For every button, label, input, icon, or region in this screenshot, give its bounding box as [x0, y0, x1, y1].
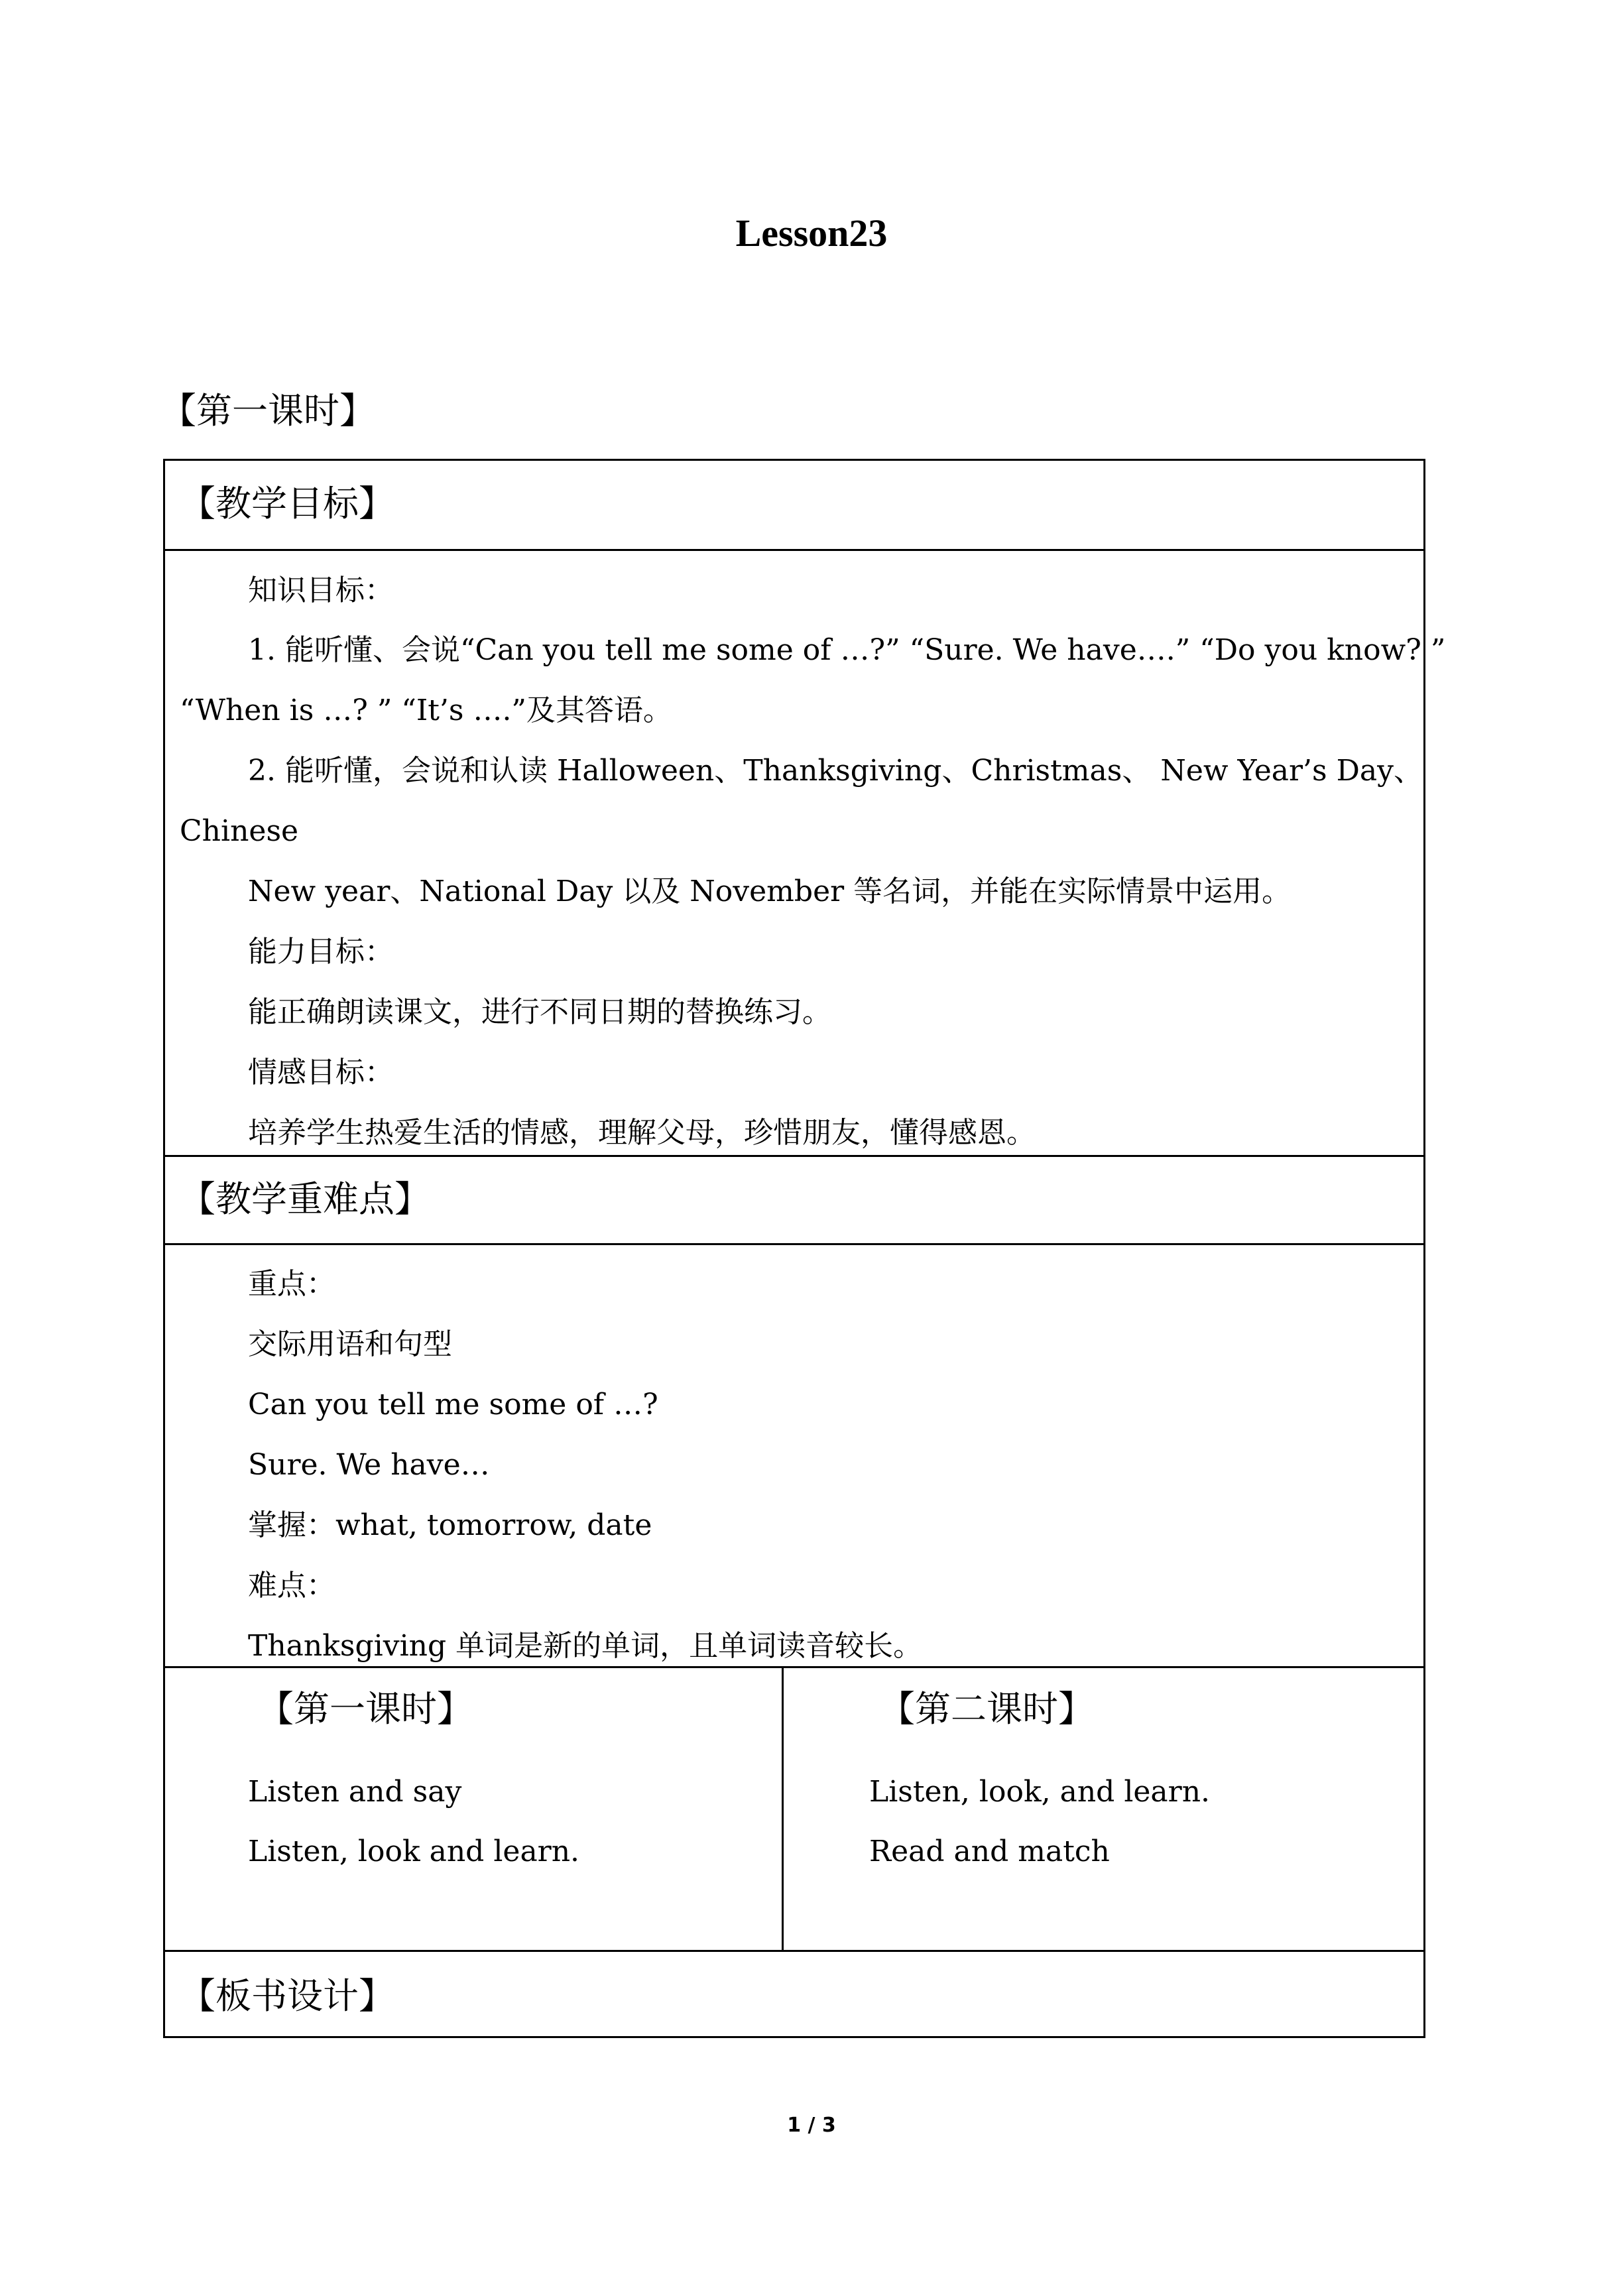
first-period-heading: 【第一课时】: [258, 1688, 473, 1730]
emotion-label: 情感目标：: [248, 1056, 394, 1089]
focus-label: 重点：: [248, 1267, 335, 1301]
sentence-1: Can you tell me some of …?: [248, 1388, 658, 1421]
key-points-heading: 【教学重难点】: [180, 1178, 430, 1220]
objective-item-2-line-2: Chinese: [180, 814, 299, 848]
objective-item-1-line-2: “When is …? ” “It’s ….”及其答语。: [180, 694, 672, 727]
lesson-plan-table: [163, 459, 1446, 2038]
board-design-heading: 【板书设计】: [180, 1975, 394, 2017]
second-period-item-1: Listen, look, and learn.: [869, 1775, 1211, 1809]
knowledge-label: 知识目标：: [248, 574, 394, 607]
document-title: Lesson23: [735, 211, 888, 255]
ability-text: 能正确朗读课文，进行不同日期的替换练习。: [248, 995, 831, 1029]
first-period-item-2: Listen, look and learn.: [248, 1835, 580, 1868]
emotion-text: 培养学生热爱生活的情感，理解父母，珍惜朋友，懂得感恩。: [248, 1116, 1036, 1150]
row-divider: [165, 1155, 1423, 1157]
focus-text: 交际用语和句型: [248, 1327, 452, 1361]
objectives-heading: 【教学目标】: [180, 483, 394, 524]
column-divider: [782, 1666, 784, 1950]
ability-label: 能力目标：: [248, 935, 394, 969]
second-period-heading: 【第二课时】: [879, 1688, 1094, 1730]
second-period-item-2: Read and match: [869, 1835, 1110, 1868]
sentence-2: Sure. We have…: [248, 1448, 490, 1482]
page-number: 1 / 3: [787, 2114, 836, 2137]
section-heading: 【第一课时】: [160, 390, 375, 432]
row-divider: [165, 1950, 1423, 1952]
objective-item-1-line-1: 1. 能听懂、会说“Can you tell me some of …?” “Sure. We have….” “Do you know? ”: [248, 633, 1446, 667]
difficulty-text: Thanksgiving 单词是新的单词，且单词读音较长。: [248, 1629, 923, 1663]
objective-item-2-line-1: 2. 能听懂，会说和认读 Halloween、Thanksgiving、Christmas、 New Year’s Day、: [248, 754, 1423, 788]
master-text: 掌握：what, tomorrow, date: [248, 1508, 652, 1542]
objective-item-2-line-3: New year、National Day 以及 November 等名词，并能在实际情景中运用。: [248, 875, 1292, 908]
first-period-item-1: Listen and say: [248, 1775, 462, 1809]
difficulty-label: 难点：: [248, 1569, 335, 1602]
row-divider: [165, 549, 1423, 551]
row-divider: [165, 1243, 1423, 1245]
row-divider: [165, 1666, 1423, 1668]
